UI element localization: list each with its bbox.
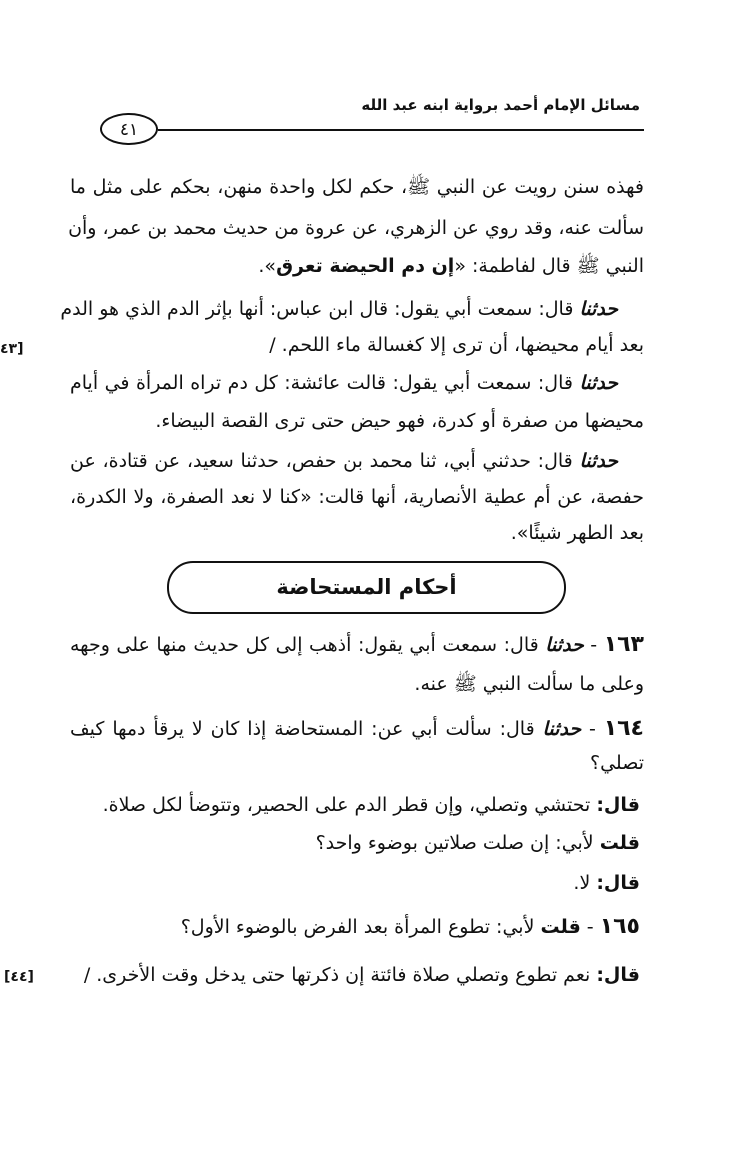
q164-l1-text: قال: سألت أبي عن: المستحاضة إذا كان لا يرقأ دمها كيف (70, 718, 543, 740)
q164-dash: - (581, 718, 604, 740)
q164-answer1-keyword: قال: (596, 794, 640, 816)
q164-answer1 (103, 794, 640, 816)
para2-keyword: حدثنا (579, 298, 618, 320)
section-title: أحكام المستحاضة (276, 575, 457, 599)
para3-line2: محيضها من صفرة أو كدرة، فهو حيض حتى ترى القصة البيضاء. (155, 410, 644, 432)
q163-dash: - (583, 634, 604, 656)
para2-line2: بعد أيام محيضها، أن ترى إلا كغسالة ماء اللحم. / (269, 334, 644, 356)
q164-question2 (316, 832, 640, 854)
para3-line1 (70, 372, 618, 394)
q164-keyword: حدثنا (542, 718, 582, 740)
q165-answer (84, 964, 640, 986)
para1-l3-post: ». (258, 255, 277, 277)
para3-keyword: حدثنا (579, 372, 618, 394)
para3-l1-text: قال: سمعت أبي يقول: قالت عائشة: كل دم تراه المرأة في أيام (70, 372, 580, 394)
q164-question2-text: لأبي: إن صلت صلاتين بوضوء واحد؟ (315, 832, 600, 854)
q165-answer-text: نعم تطوع وتصلي صلاة فائتة إن ذكرتها حتى يدخل وقت الأخرى. / (83, 964, 597, 986)
q164-line2: تصلي؟ (590, 752, 644, 774)
q165-dash: - (580, 916, 600, 938)
q163-l1-text: قال: سمعت أبي يقول: أذهب إلى كل حديث منها على وجهه (70, 634, 546, 656)
para4-line3: بعد الطهر شيئًا». (510, 522, 644, 544)
q164-answer2 (573, 872, 640, 894)
para4-line1 (70, 450, 618, 472)
q165-number: ١٦٥ (599, 914, 640, 939)
para1-line3 (258, 254, 644, 282)
q163-keyword: حدثنا (545, 634, 584, 656)
para2-line1 (60, 298, 618, 320)
q164-answer1-text: تحتشي وتصلي، وإن قطر الدم على الحصير، وتتوضأ لكل صلاة. (102, 794, 597, 816)
header-rule (158, 129, 644, 131)
para1-l3-pre: النبي ﷺ قال لفاطمة: « (454, 255, 644, 277)
q165-l1-text: لأبي: تطوع المرأة بعد الفرض بالوضوء الأول؟ (180, 916, 541, 938)
para4-l1-text: قال: حدثني أبي، ثنا محمد بن حفص، حدثنا سعيد، عن قتادة، عن (70, 450, 580, 472)
q164-line1 (70, 716, 644, 741)
para4-keyword: حدثنا (579, 450, 618, 472)
q165-line1 (181, 914, 640, 939)
q163-line2: وعلى ما سألت النبي ﷺ عنه. (414, 673, 644, 695)
page-number: ٤١ (100, 113, 158, 145)
running-title: مسائل الإمام أحمد برواية ابنه عبد الله (361, 96, 640, 114)
para1-line2: سألت عنه، وقد روي عن الزهري، عن عروة من حديث محمد بن عمر، وأن (68, 217, 644, 239)
q164-answer2-text: لا. (573, 872, 597, 894)
q165-keyword: قلت (540, 916, 581, 938)
para1-l3-quote: إن دم الحيضة تعرق (276, 255, 455, 277)
q165-answer-keyword: قال: (596, 964, 640, 986)
para1-line1: فهذه سنن رويت عن النبي ﷺ، حكم لكل واحدة منهن، بحكم على مثل ما (70, 176, 644, 198)
margin-ref-43: ٤٣] (0, 341, 24, 357)
section-heading-box (167, 561, 566, 614)
q164-number: ١٦٤ (603, 716, 644, 741)
q163-number: ١٦٣ (603, 632, 644, 657)
q164-question2-keyword: قلت (599, 832, 640, 854)
q163-line1 (70, 632, 644, 657)
para4-line2: حفصة، عن أم عطية الأنصارية، أنها قالت: «كنا لا نعد الصفرة، ولا الكدرة، (70, 486, 644, 508)
para2-l1-text: قال: سمعت أبي يقول: قال ابن عباس: أنها بإثر الدم الذي هو الدم (60, 298, 580, 320)
q164-answer2-keyword: قال: (596, 872, 640, 894)
margin-ref-44: [٤٤] (4, 969, 34, 985)
